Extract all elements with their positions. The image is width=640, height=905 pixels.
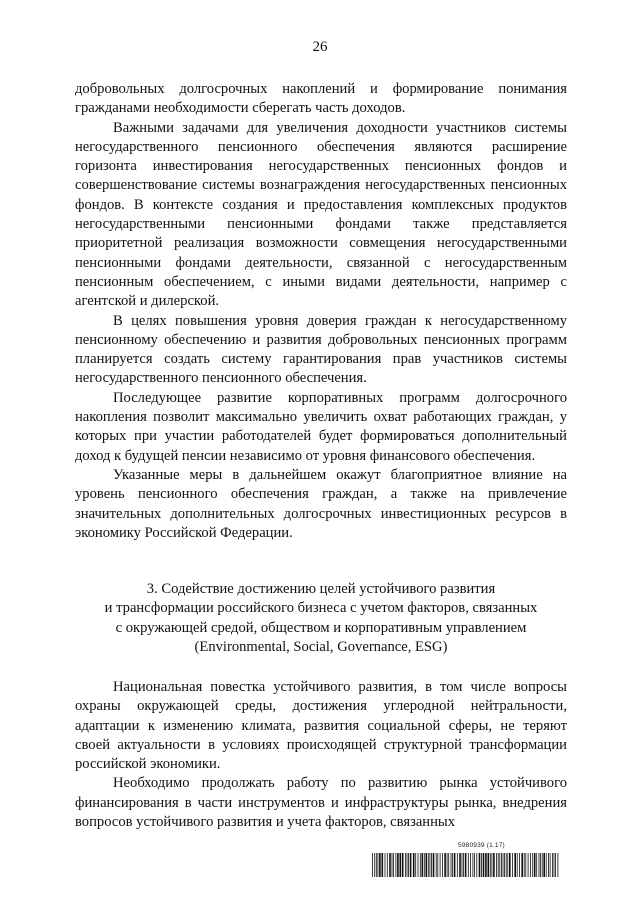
paragraph-sustainable-finance: Необходимо продолжать работу по развитию рынка устойчивого финансирования в части инструментов и инфраструктуры рынка, внедрения вопросов устойчивого развития и учета факторов, связанных [75,775,567,831]
heading-line-2: и трансформации российского бизнеса с учетом факторов, связанных [104,600,538,617]
paragraph-npf-profitability: Важными задачами для увеличения доходности участников системы негосударственного пенсионного обеспечения являются расширение горизонта инвестирования негосударственных пенсионных фондов и совершенствование системы вознаграждения негосударственных пенсионных фондов. В контексте создания и предоставления комплексных продуктов негосударственными пенсионными фондами также представляется приоритетной реализация возможности совмещения негосударственными пенсионными фондами деятельности, связанной с негосударственным пенсионным обеспечением, с иными видами деятельности, например с агентской и дилерской. [75,119,567,310]
paragraph-corporate-programs: Последующее развитие корпоративных программ долгосрочного накопления позволит максимально увеличить охват работающих граждан, у которых при участии работодателей будет формироваться дополнительный доход к будущей пенсии независимо от уровня финансового обеспечения. [75,389,567,464]
body-text-bottom [75,678,567,832]
document-stamp: 5980939 (1.17) [458,842,505,849]
body-text-top [75,80,567,543]
paragraph-continuation: добровольных долгосрочных накоплений и формирование понимания гражданами необходимости сберегать часть доходов. [75,81,567,117]
section-heading [75,580,567,657]
paragraph-measures-impact: Указанные меры в дальнейшем окажут благоприятное влияние на уровень пенсионного обеспечения граждан, а также на привлечение значительных дополнительных долгосрочных инвестиционных ресурсов в экономику Российской Федерации. [75,466,567,541]
barcode-icon [372,853,560,877]
section-heading-block [75,580,567,657]
page-number: 26 [312,39,328,55]
heading-line-4: (Environmental, Social, Governance, ESG) [194,638,448,655]
heading-line-3: с окружающей средой, обществом и корпоративным управлением [115,619,527,636]
paragraph-trust-guarantees: В целях повышения уровня доверия граждан к негосударственному пенсионному обеспечению и развития добровольных пенсионных программ планируется создать систему гарантирования прав участников системы негосударственного пенсионного обеспечения. [75,312,567,387]
heading-line-1: 3. Содействие достижению целей устойчивого развития [146,581,496,597]
paragraph-sustainable-agenda: Национальная повестка устойчивого развития, в том числе вопросы охраны окружающей среды, достижения углеродной нейтральности, адаптации к изменению климата, развития социальной сферы, не теряют своей актуальности в условиях происходящей структурной трансформации российской экономики. [75,679,567,773]
